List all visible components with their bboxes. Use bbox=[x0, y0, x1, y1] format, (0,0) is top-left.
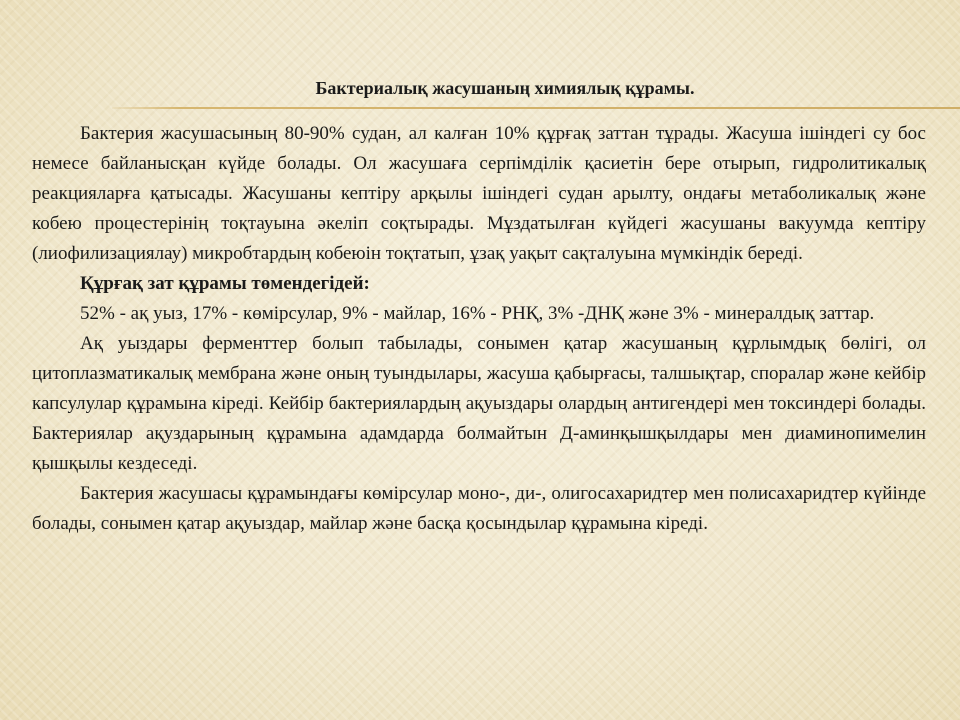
slide-body bbox=[32, 119, 926, 539]
paragraph-proteins: Ақ уыздары ферменттер болып табылады, сонымен қатар жасушаның құрлымдық бөлігі, ол цитоплазматикалық мембрана және оның туындылары, жасуша қабырғасы, талшықтар, споралар және кейбір капсулулар құрамына кіреді. Кейбір бактериялардың ақуыздары олардың антигендері мен токсиндері болады. Бактериялар ақуздарының құрамына адамдарда болмайтын Д-аминқышқылдары мен диаминопимелин қышқылы кездеседі. bbox=[32, 333, 926, 474]
paragraph-dry-matter-heading: Құрғақ зат құрамы төмендегідей: bbox=[80, 273, 370, 294]
paragraph-dry-matter-composition: 52% - ақ уыз, 17% - көмірсулар, 9% - майлар, 16% - РНҚ, 3% -ДНҚ және 3% - минералдық заттар. bbox=[80, 303, 875, 324]
title-divider bbox=[112, 107, 960, 109]
paragraph-carbohydrates: Бактерия жасушасы құрамындағы көмірсулар моно-, ди-, олигосахаридтер мен полисахаридтер күйінде болады, сонымен қатар ақуыздар, майлар және басқа қосындылар құрамына кіреді. bbox=[32, 483, 926, 534]
slide-title: Бактериалық жасушаның химиялық құрамы. bbox=[315, 78, 695, 98]
paragraph-water-content: Бактерия жасушасының 80-90% судан, ал калған 10% құрғақ заттан тұрады. Жасуша ішіндегі су бос немесе байланысқан күйде болады. Ол жасушаға серпімділік қасиетін бере отырып, гидролитикалық реакцияларға қатысады. Жасушаны кептіру арқылы ішіндегі судан арылту, ондағы метаболикалық және кобею процестерінің тоқтауына әкеліп соқтырады. Мұздатылған күйдегі жасушаны вакуумда кептіру (лиофилизациялау) микробтардың кобеюін тоқтатып, ұзақ уақыт сақталуына мүмкіндік береді. bbox=[32, 123, 926, 264]
